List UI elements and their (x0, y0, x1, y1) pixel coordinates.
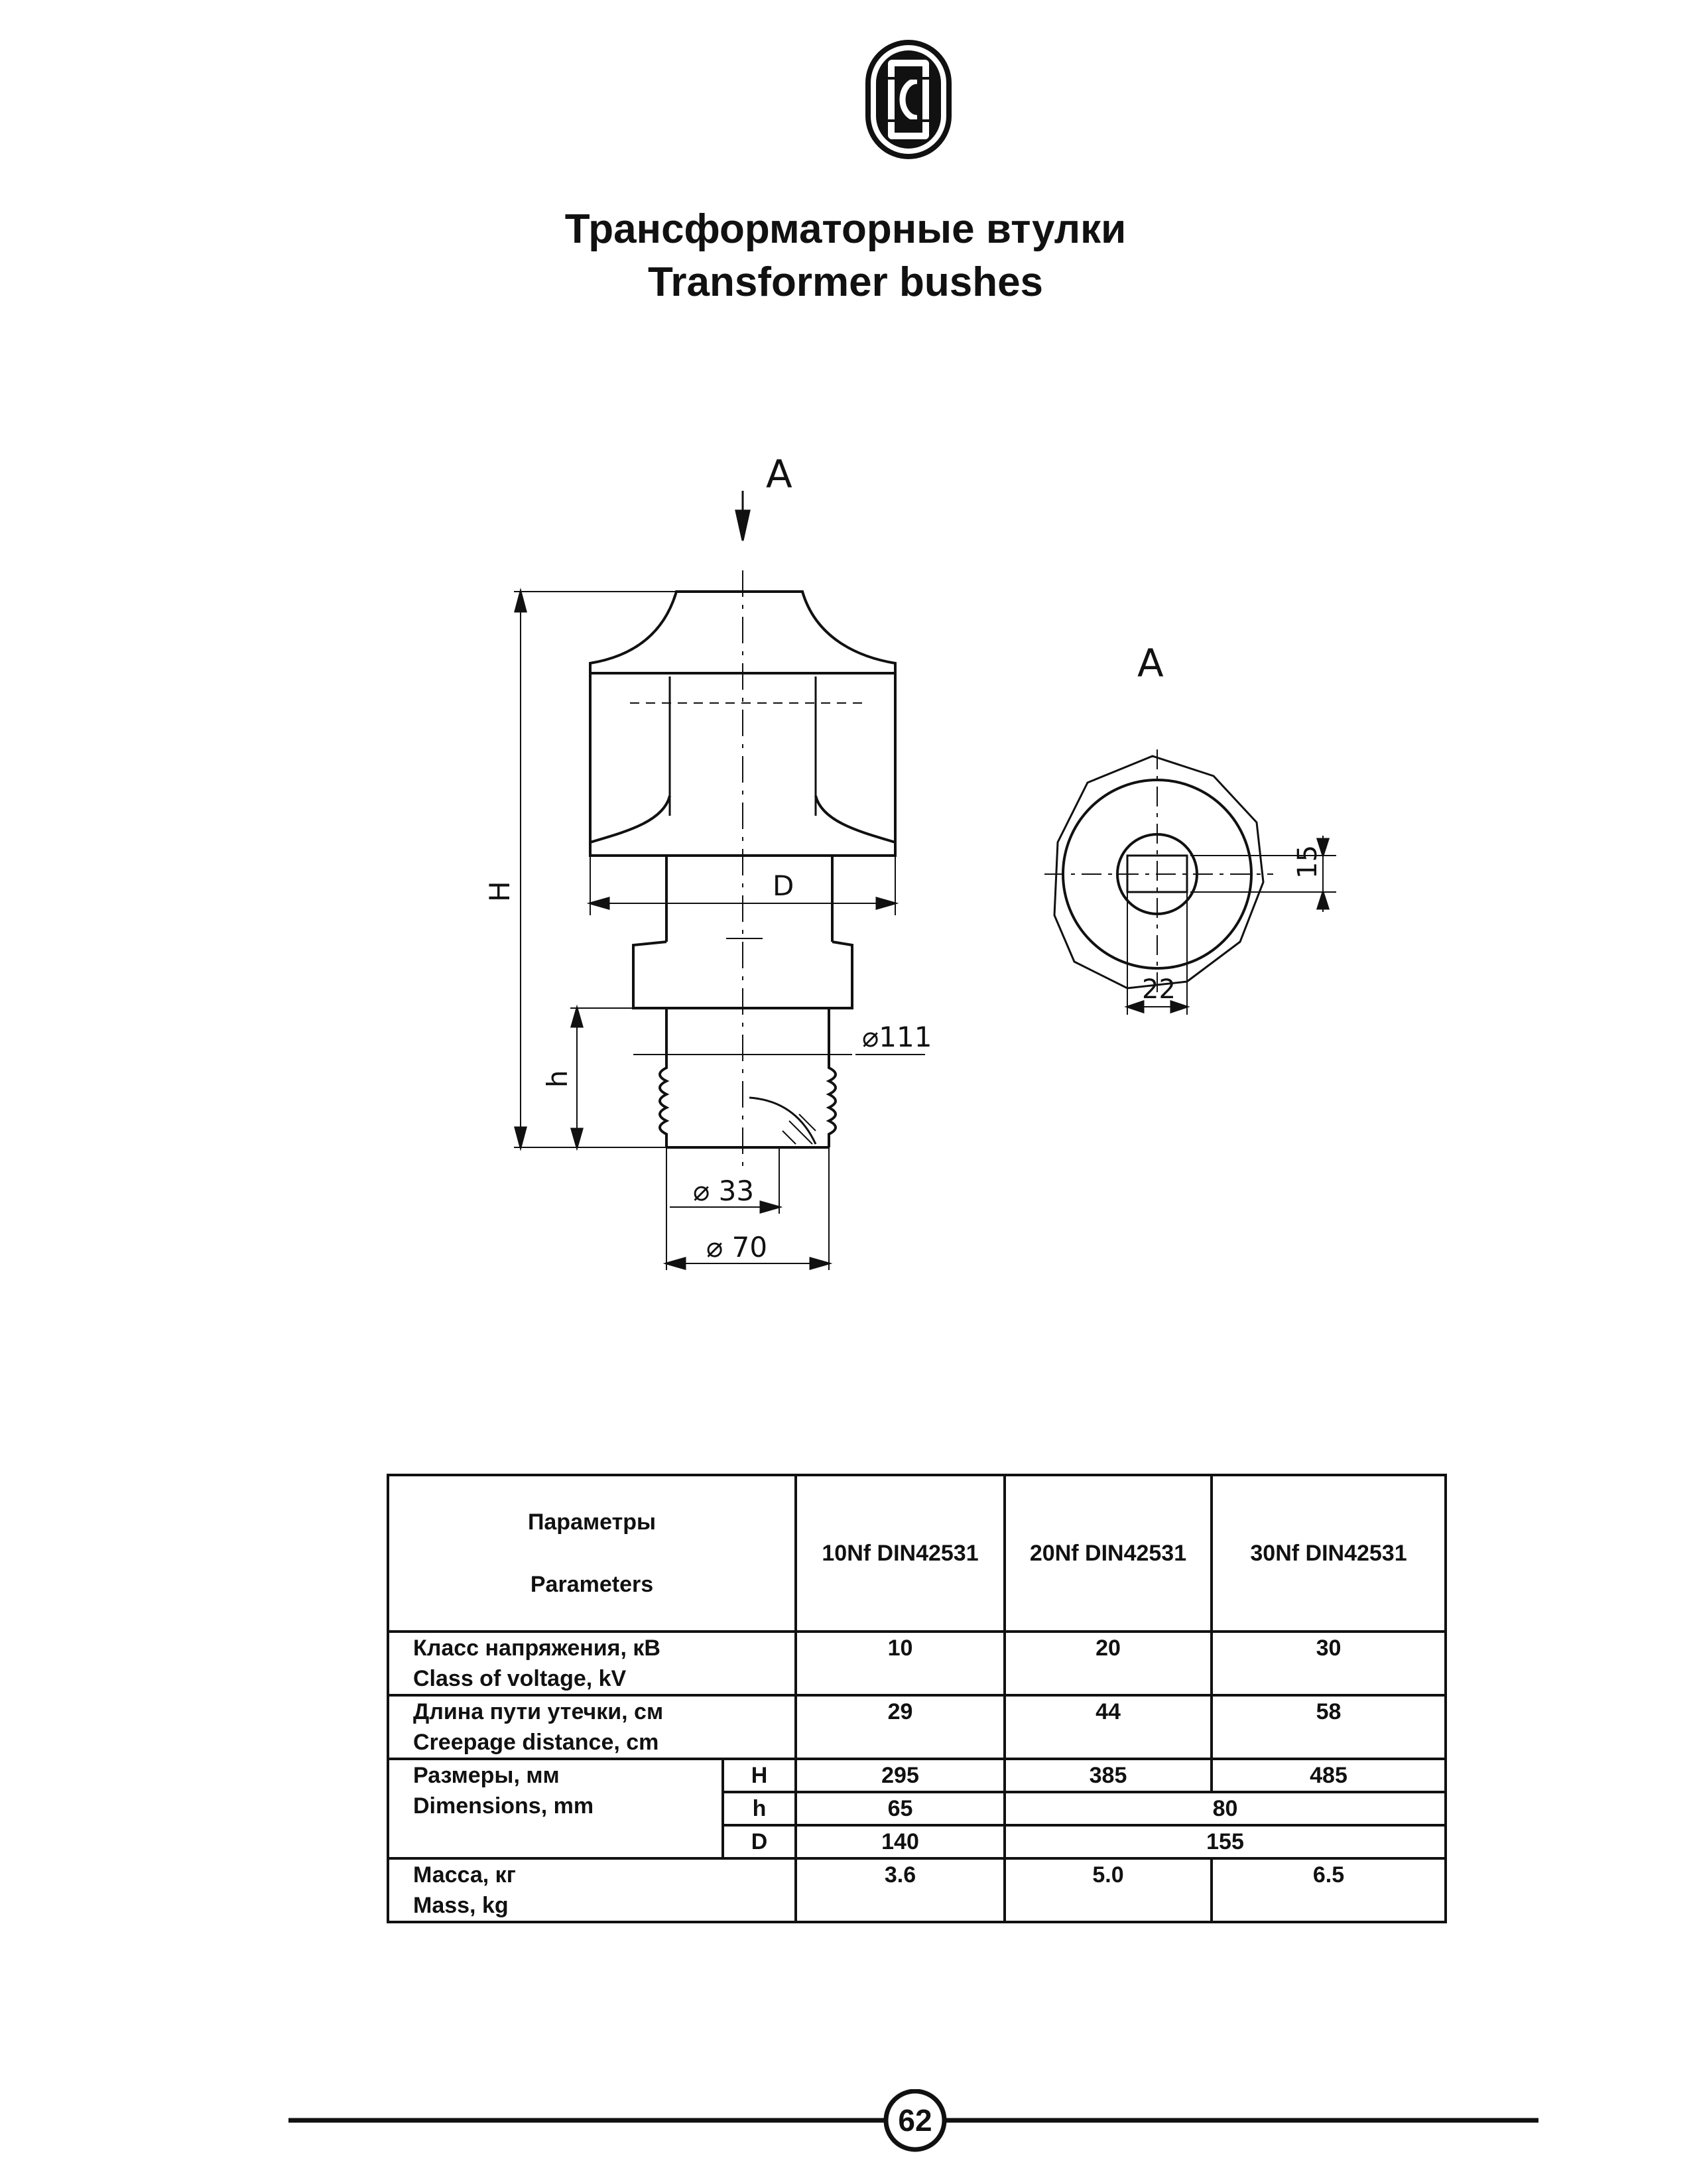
label-voltage-ru: Класс напряжения, кВ (413, 1636, 660, 1661)
dim-key-D: D (723, 1825, 796, 1858)
table-header-row (388, 1475, 1446, 1632)
page-number: 62 (898, 2103, 932, 2138)
dim-key-h: h (723, 1792, 796, 1825)
cell-creepage-1: 29 (796, 1695, 1005, 1759)
row-dim-H (388, 1759, 1446, 1792)
view-arrow-label: A (766, 452, 792, 497)
label-dimensions-en: Dimensions, mm (413, 1793, 594, 1819)
cell-h-23: 80 (1005, 1792, 1446, 1825)
dim-d33-label: ⌀ 33 (693, 1175, 755, 1207)
cell-mass-3: 6.5 (1212, 1858, 1446, 1922)
dim-H-label: H (483, 881, 516, 902)
header-model-1: 10Nf DIN42531 (796, 1475, 1005, 1632)
technical-drawing (0, 424, 1691, 1287)
cell-voltage-1: 10 (796, 1632, 1005, 1695)
cell-voltage-3: 30 (1212, 1632, 1446, 1695)
label-creepage (388, 1695, 796, 1759)
label-dimensions-ru: Размеры, мм (413, 1763, 560, 1788)
page-footer (0, 2089, 1691, 2162)
title-en: Transformer bushes (647, 259, 1044, 305)
dim-d111-label: ⌀111 (862, 1021, 932, 1053)
cell-voltage-2: 20 (1005, 1632, 1212, 1695)
cell-mass-2: 5.0 (1005, 1858, 1212, 1922)
cell-D-23: 155 (1005, 1825, 1446, 1858)
label-creepage-en: Creepage distance, cm (413, 1730, 659, 1755)
company-logo (865, 40, 952, 159)
row-mass (388, 1858, 1446, 1922)
title-ru: Трансформаторные втулки (564, 206, 1127, 252)
cell-mass-1: 3.6 (796, 1858, 1005, 1922)
header-model-3: 30Nf DIN42531 (1212, 1475, 1446, 1632)
header-param-en: Parameters (530, 1572, 654, 1597)
cell-D-1: 140 (796, 1825, 1005, 1858)
side-view-label: A (1137, 641, 1164, 686)
spec-table (387, 1474, 1447, 1923)
header-param-ru: Параметры (527, 1510, 657, 1535)
row-voltage (388, 1632, 1446, 1695)
cell-creepage-2: 44 (1005, 1695, 1212, 1759)
cell-h-1: 65 (796, 1792, 1005, 1825)
label-voltage-en: Class of voltage, kV (413, 1666, 627, 1691)
dim-h-label: h (541, 1070, 574, 1088)
header-parameters (388, 1475, 796, 1632)
label-mass (388, 1858, 796, 1922)
label-creepage-ru: Длина пути утечки, см (413, 1699, 664, 1724)
dim-D-label: D (773, 869, 794, 902)
dim-key-H: H (723, 1759, 796, 1792)
dim-22-label: 22 (1142, 974, 1176, 1005)
label-mass-en: Mass, kg (413, 1893, 509, 1918)
cell-H-2: 385 (1005, 1759, 1212, 1792)
dim-15-label: 15 (1292, 845, 1323, 879)
label-dimensions (388, 1759, 723, 1858)
label-voltage (388, 1632, 796, 1695)
label-mass-ru: Масса, кг (413, 1862, 516, 1888)
row-creepage (388, 1695, 1446, 1759)
cell-H-1: 295 (796, 1759, 1005, 1792)
cell-creepage-3: 58 (1212, 1695, 1446, 1759)
cell-H-3: 485 (1212, 1759, 1446, 1792)
header-model-2: 20Nf DIN42531 (1005, 1475, 1212, 1632)
dim-d70-label: ⌀ 70 (706, 1231, 768, 1263)
